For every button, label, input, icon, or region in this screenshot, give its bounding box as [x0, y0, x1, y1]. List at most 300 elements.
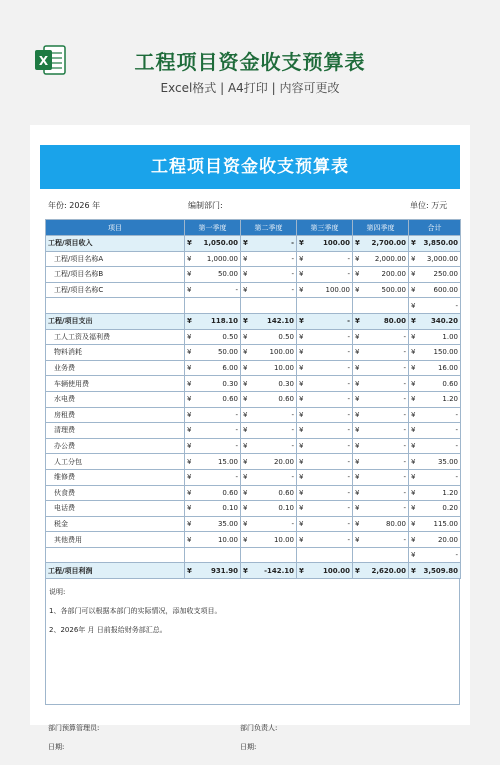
currency-symbol: ¥: [411, 426, 416, 435]
currency-symbol: ¥: [187, 364, 192, 373]
table-header: [46, 220, 461, 236]
currency-symbol: ¥: [187, 286, 192, 295]
value-cell: [241, 438, 297, 454]
currency-symbol: ¥: [299, 410, 304, 419]
value-text: 10.00: [273, 535, 294, 544]
currency-symbol: ¥: [411, 551, 416, 560]
value-cell: [353, 267, 409, 283]
currency-symbol: ¥: [299, 364, 304, 373]
currency-symbol: ¥: [299, 566, 304, 575]
value-text: -: [347, 395, 350, 404]
budget-table: [45, 219, 461, 579]
currency-symbol: ¥: [411, 348, 416, 357]
value-text: 6.00: [222, 364, 238, 373]
value-text: -: [403, 332, 406, 341]
signature-area: [40, 705, 460, 765]
value-text: 0.50: [222, 332, 238, 341]
value-text: 20.00: [273, 457, 294, 466]
value-text: -: [403, 457, 406, 466]
value-text: -: [455, 426, 458, 435]
value-text: 150.00: [433, 348, 458, 357]
row-label: [46, 547, 185, 563]
value-text: -: [291, 442, 294, 451]
page-subtitle: Excel格式 | A4打印 | 内容可更改: [160, 81, 340, 95]
value-cell: [353, 469, 409, 485]
currency-symbol: ¥: [243, 332, 248, 341]
currency-symbol: ¥: [243, 504, 248, 513]
currency-symbol: ¥: [299, 504, 304, 513]
currency-symbol: ¥: [355, 254, 360, 263]
table-body: [46, 236, 461, 579]
value-text: -: [455, 410, 458, 419]
value-text: -: [347, 504, 350, 513]
value-cell: [297, 282, 353, 298]
currency-symbol: ¥: [411, 379, 416, 388]
currency-symbol: ¥: [355, 348, 360, 357]
currency-symbol: ¥: [243, 379, 248, 388]
value-text: 0.60: [222, 488, 238, 497]
value-text: -: [347, 348, 350, 357]
value-cell: [185, 391, 241, 407]
table-row: [46, 298, 461, 314]
value-cell: [409, 298, 461, 314]
value-text: -: [347, 332, 350, 341]
value-text: -: [291, 270, 294, 279]
value-cell: [297, 547, 353, 563]
value-text: 100.00: [325, 286, 350, 295]
value-text: -: [347, 364, 350, 373]
value-text: 250.00: [433, 270, 458, 279]
value-text: 931.90: [210, 566, 238, 575]
value-cell: [185, 438, 241, 454]
table-row: [46, 563, 461, 579]
value-cell: [409, 532, 461, 548]
value-text: 340.20: [430, 317, 458, 326]
table-row: [46, 360, 461, 376]
value-cell: [409, 329, 461, 345]
notes-title: 说明:: [49, 588, 66, 597]
value-text: -: [347, 270, 350, 279]
value-cell: [297, 267, 353, 283]
value-cell: [353, 501, 409, 517]
value-text: 1.20: [442, 395, 458, 404]
currency-symbol: ¥: [411, 301, 416, 310]
value-text: 3,850.00: [423, 239, 458, 248]
value-cell: [185, 407, 241, 423]
value-text: -: [347, 442, 350, 451]
value-text: 2,000.00: [374, 254, 406, 263]
currency-symbol: ¥: [299, 488, 304, 497]
currency-symbol: ¥: [299, 348, 304, 357]
value-cell: [409, 563, 461, 579]
column-header: 合计: [409, 220, 461, 236]
value-cell: [241, 267, 297, 283]
currency-symbol: ¥: [299, 239, 304, 248]
currency-symbol: ¥: [299, 317, 304, 326]
value-text: -: [235, 410, 238, 419]
value-text: -: [403, 488, 406, 497]
column-header: 第二季度: [241, 220, 297, 236]
dept-label: 编制部门:: [188, 201, 223, 210]
row-label: 工程/项目利润: [46, 563, 185, 579]
value-text: 2,620.00: [371, 566, 406, 575]
value-cell: [297, 298, 353, 314]
notes-line-2: 2、2026年 月 日前报给财务部汇总。: [49, 626, 167, 635]
value-text: -: [347, 317, 350, 326]
value-text: 20.00: [437, 535, 458, 544]
value-text: 2,700.00: [371, 239, 406, 248]
currency-symbol: ¥: [243, 457, 248, 466]
currency-symbol: ¥: [411, 332, 416, 341]
value-cell: [409, 469, 461, 485]
value-text: -: [347, 426, 350, 435]
currency-symbol: ¥: [243, 317, 248, 326]
value-text: 100.00: [269, 348, 294, 357]
currency-symbol: ¥: [411, 442, 416, 451]
currency-symbol: ¥: [411, 473, 416, 482]
currency-symbol: ¥: [243, 535, 248, 544]
value-text: 0.60: [442, 379, 458, 388]
value-cell: [409, 360, 461, 376]
currency-symbol: ¥: [243, 239, 248, 248]
value-cell: [353, 563, 409, 579]
value-text: 10.00: [217, 535, 238, 544]
value-cell: [241, 532, 297, 548]
currency-symbol: ¥: [355, 239, 360, 248]
value-text: 1,000.00: [206, 254, 238, 263]
table-row: [46, 345, 461, 361]
row-label: 工程/项目名称B: [46, 267, 185, 283]
currency-symbol: ¥: [299, 519, 304, 528]
currency-symbol: ¥: [187, 519, 192, 528]
table-row: [46, 547, 461, 563]
value-cell: [185, 282, 241, 298]
value-cell: [241, 407, 297, 423]
value-cell: [241, 345, 297, 361]
value-cell: [185, 563, 241, 579]
value-text: 10.00: [273, 364, 294, 373]
manager-label: 部门预算管理员:: [48, 724, 100, 733]
value-cell: [353, 376, 409, 392]
currency-symbol: ¥: [299, 332, 304, 341]
value-cell: [297, 516, 353, 532]
currency-symbol: ¥: [187, 270, 192, 279]
value-text: -: [403, 504, 406, 513]
table-row: [46, 438, 461, 454]
value-cell: [185, 454, 241, 470]
value-text: 0.10: [278, 504, 294, 513]
svg-text:X: X: [38, 54, 49, 68]
value-text: -: [403, 410, 406, 419]
value-text: 600.00: [433, 286, 458, 295]
value-text: -: [235, 442, 238, 451]
value-cell: [353, 329, 409, 345]
currency-symbol: ¥: [411, 519, 416, 528]
value-cell: [353, 485, 409, 501]
value-cell: [353, 236, 409, 252]
value-cell: [241, 423, 297, 439]
column-header: 项目: [46, 220, 185, 236]
value-cell: [241, 329, 297, 345]
row-label: 税金: [46, 516, 185, 532]
value-text: 80.00: [383, 317, 406, 326]
currency-symbol: ¥: [187, 395, 192, 404]
value-cell: [409, 236, 461, 252]
value-cell: [241, 454, 297, 470]
value-cell: [409, 391, 461, 407]
currency-symbol: ¥: [355, 442, 360, 451]
row-label: 车辆使用费: [46, 376, 185, 392]
currency-symbol: ¥: [299, 254, 304, 263]
value-cell: [409, 345, 461, 361]
value-cell: [241, 501, 297, 517]
currency-symbol: ¥: [243, 364, 248, 373]
value-text: 50.00: [217, 270, 238, 279]
value-cell: [353, 360, 409, 376]
value-text: -: [347, 535, 350, 544]
value-text: 118.10: [210, 317, 238, 326]
currency-symbol: ¥: [355, 379, 360, 388]
value-text: 500.00: [381, 286, 406, 295]
value-text: 35.00: [217, 519, 238, 528]
top-header: [0, 0, 500, 125]
value-text: -: [235, 473, 238, 482]
value-text: -: [291, 519, 294, 528]
value-cell: [297, 345, 353, 361]
value-cell: [353, 391, 409, 407]
currency-symbol: ¥: [187, 566, 192, 575]
value-text: 3,509.80: [423, 566, 458, 575]
value-text: -: [347, 519, 350, 528]
value-text: -: [347, 254, 350, 263]
notes-box: [45, 579, 460, 705]
value-text: 0.10: [222, 504, 238, 513]
row-label: 工人工资及福利费: [46, 329, 185, 345]
row-label: 工程/项目支出: [46, 313, 185, 329]
value-cell: [297, 469, 353, 485]
table-row: [46, 282, 461, 298]
currency-symbol: ¥: [411, 286, 416, 295]
value-cell: [185, 251, 241, 267]
sheet-meta: [40, 189, 460, 219]
currency-symbol: ¥: [411, 395, 416, 404]
value-text: 0.30: [278, 379, 294, 388]
table-row: [46, 454, 461, 470]
value-cell: [297, 313, 353, 329]
table-row: [46, 532, 461, 548]
value-text: 1.00: [442, 332, 458, 341]
value-cell: [185, 485, 241, 501]
value-text: -: [455, 301, 458, 310]
value-cell: [409, 438, 461, 454]
value-cell: [409, 376, 461, 392]
currency-symbol: ¥: [355, 504, 360, 513]
value-cell: [185, 516, 241, 532]
row-label: 水电费: [46, 391, 185, 407]
row-label: 伙食费: [46, 485, 185, 501]
value-cell: [297, 391, 353, 407]
value-cell: [297, 360, 353, 376]
currency-symbol: ¥: [355, 270, 360, 279]
table-row: [46, 329, 461, 345]
table-row: [46, 376, 461, 392]
value-cell: [241, 469, 297, 485]
currency-symbol: ¥: [243, 566, 248, 575]
table-row: [46, 516, 461, 532]
value-text: -: [403, 348, 406, 357]
value-text: -: [403, 426, 406, 435]
row-label: 清理费: [46, 423, 185, 439]
value-cell: [241, 298, 297, 314]
table-row: [46, 313, 461, 329]
value-cell: [297, 485, 353, 501]
value-text: -: [455, 551, 458, 560]
value-cell: [297, 532, 353, 548]
value-text: -: [347, 457, 350, 466]
value-text: -: [291, 473, 294, 482]
value-cell: [185, 329, 241, 345]
row-label: [46, 298, 185, 314]
row-label: 办公费: [46, 438, 185, 454]
value-cell: [297, 251, 353, 267]
value-cell: [353, 532, 409, 548]
value-text: 100.00: [322, 239, 350, 248]
currency-symbol: ¥: [243, 442, 248, 451]
value-cell: [353, 547, 409, 563]
value-text: 142.10: [266, 317, 294, 326]
currency-symbol: ¥: [411, 270, 416, 279]
currency-symbol: ¥: [411, 317, 416, 326]
value-cell: [241, 547, 297, 563]
value-text: 50.00: [217, 348, 238, 357]
currency-symbol: ¥: [355, 332, 360, 341]
value-cell: [409, 423, 461, 439]
value-cell: [409, 282, 461, 298]
table-row: [46, 469, 461, 485]
currency-symbol: ¥: [411, 504, 416, 513]
value-cell: [353, 282, 409, 298]
currency-symbol: ¥: [187, 535, 192, 544]
value-text: -: [455, 442, 458, 451]
budget-sheet: [40, 145, 460, 765]
currency-symbol: ¥: [299, 473, 304, 482]
currency-symbol: ¥: [243, 286, 248, 295]
value-text: 80.00: [385, 519, 406, 528]
value-cell: [297, 329, 353, 345]
value-cell: [185, 267, 241, 283]
value-text: 1.20: [442, 488, 458, 497]
value-cell: [353, 423, 409, 439]
value-text: -: [403, 442, 406, 451]
row-label: 工程/项目名称A: [46, 251, 185, 267]
value-cell: [241, 376, 297, 392]
value-cell: [241, 251, 297, 267]
currency-symbol: ¥: [355, 286, 360, 295]
table-row: [46, 407, 461, 423]
page-title: 工程项目资金收支预算表: [134, 50, 366, 74]
value-cell: [185, 423, 241, 439]
value-text: -: [403, 379, 406, 388]
currency-symbol: ¥: [187, 488, 192, 497]
currency-symbol: ¥: [299, 535, 304, 544]
value-text: -: [347, 410, 350, 419]
value-cell: [241, 236, 297, 252]
notes-line-1: 1、各部门可以根据本部门的实际情况，添加收支项目。: [49, 607, 222, 616]
value-cell: [409, 501, 461, 517]
value-text: -: [347, 473, 350, 482]
value-cell: [297, 236, 353, 252]
value-text: -: [291, 239, 294, 248]
currency-symbol: ¥: [187, 239, 192, 248]
table-row: [46, 251, 461, 267]
currency-symbol: ¥: [187, 426, 192, 435]
table-row: [46, 423, 461, 439]
value-cell: [353, 345, 409, 361]
currency-symbol: ¥: [187, 348, 192, 357]
value-cell: [241, 313, 297, 329]
value-text: 0.30: [222, 379, 238, 388]
column-header: 第一季度: [185, 220, 241, 236]
currency-symbol: ¥: [411, 410, 416, 419]
currency-symbol: ¥: [299, 426, 304, 435]
value-cell: [297, 407, 353, 423]
value-text: -: [347, 488, 350, 497]
unit-label: 单位: 万元: [410, 201, 448, 210]
value-cell: [409, 407, 461, 423]
table-row: [46, 236, 461, 252]
value-cell: [409, 547, 461, 563]
currency-symbol: ¥: [243, 270, 248, 279]
value-text: 1,050.00: [203, 239, 238, 248]
value-cell: [185, 313, 241, 329]
currency-symbol: ¥: [299, 442, 304, 451]
currency-symbol: ¥: [411, 239, 416, 248]
value-text: -: [291, 254, 294, 263]
value-text: -: [403, 473, 406, 482]
value-cell: [409, 516, 461, 532]
currency-symbol: ¥: [187, 442, 192, 451]
currency-symbol: ¥: [355, 457, 360, 466]
currency-symbol: ¥: [243, 426, 248, 435]
currency-symbol: ¥: [355, 519, 360, 528]
value-text: -: [455, 473, 458, 482]
value-cell: [353, 407, 409, 423]
value-cell: [353, 454, 409, 470]
value-text: 16.00: [437, 364, 458, 373]
value-cell: [241, 282, 297, 298]
row-label: 房租费: [46, 407, 185, 423]
row-label: 业务费: [46, 360, 185, 376]
currency-symbol: ¥: [355, 426, 360, 435]
table-row: [46, 267, 461, 283]
value-text: 0.20: [442, 504, 458, 513]
owner-label: 部门负责人:: [240, 724, 278, 733]
value-text: -: [291, 426, 294, 435]
value-text: -142.10: [264, 566, 294, 575]
currency-symbol: ¥: [411, 566, 416, 575]
currency-symbol: ¥: [243, 254, 248, 263]
row-label: 人工分包: [46, 454, 185, 470]
value-cell: [409, 485, 461, 501]
value-cell: [409, 313, 461, 329]
value-text: 200.00: [381, 270, 406, 279]
currency-symbol: ¥: [355, 535, 360, 544]
column-header: 第四季度: [353, 220, 409, 236]
row-label: 维修费: [46, 469, 185, 485]
value-cell: [353, 251, 409, 267]
currency-symbol: ¥: [243, 395, 248, 404]
value-cell: [185, 360, 241, 376]
